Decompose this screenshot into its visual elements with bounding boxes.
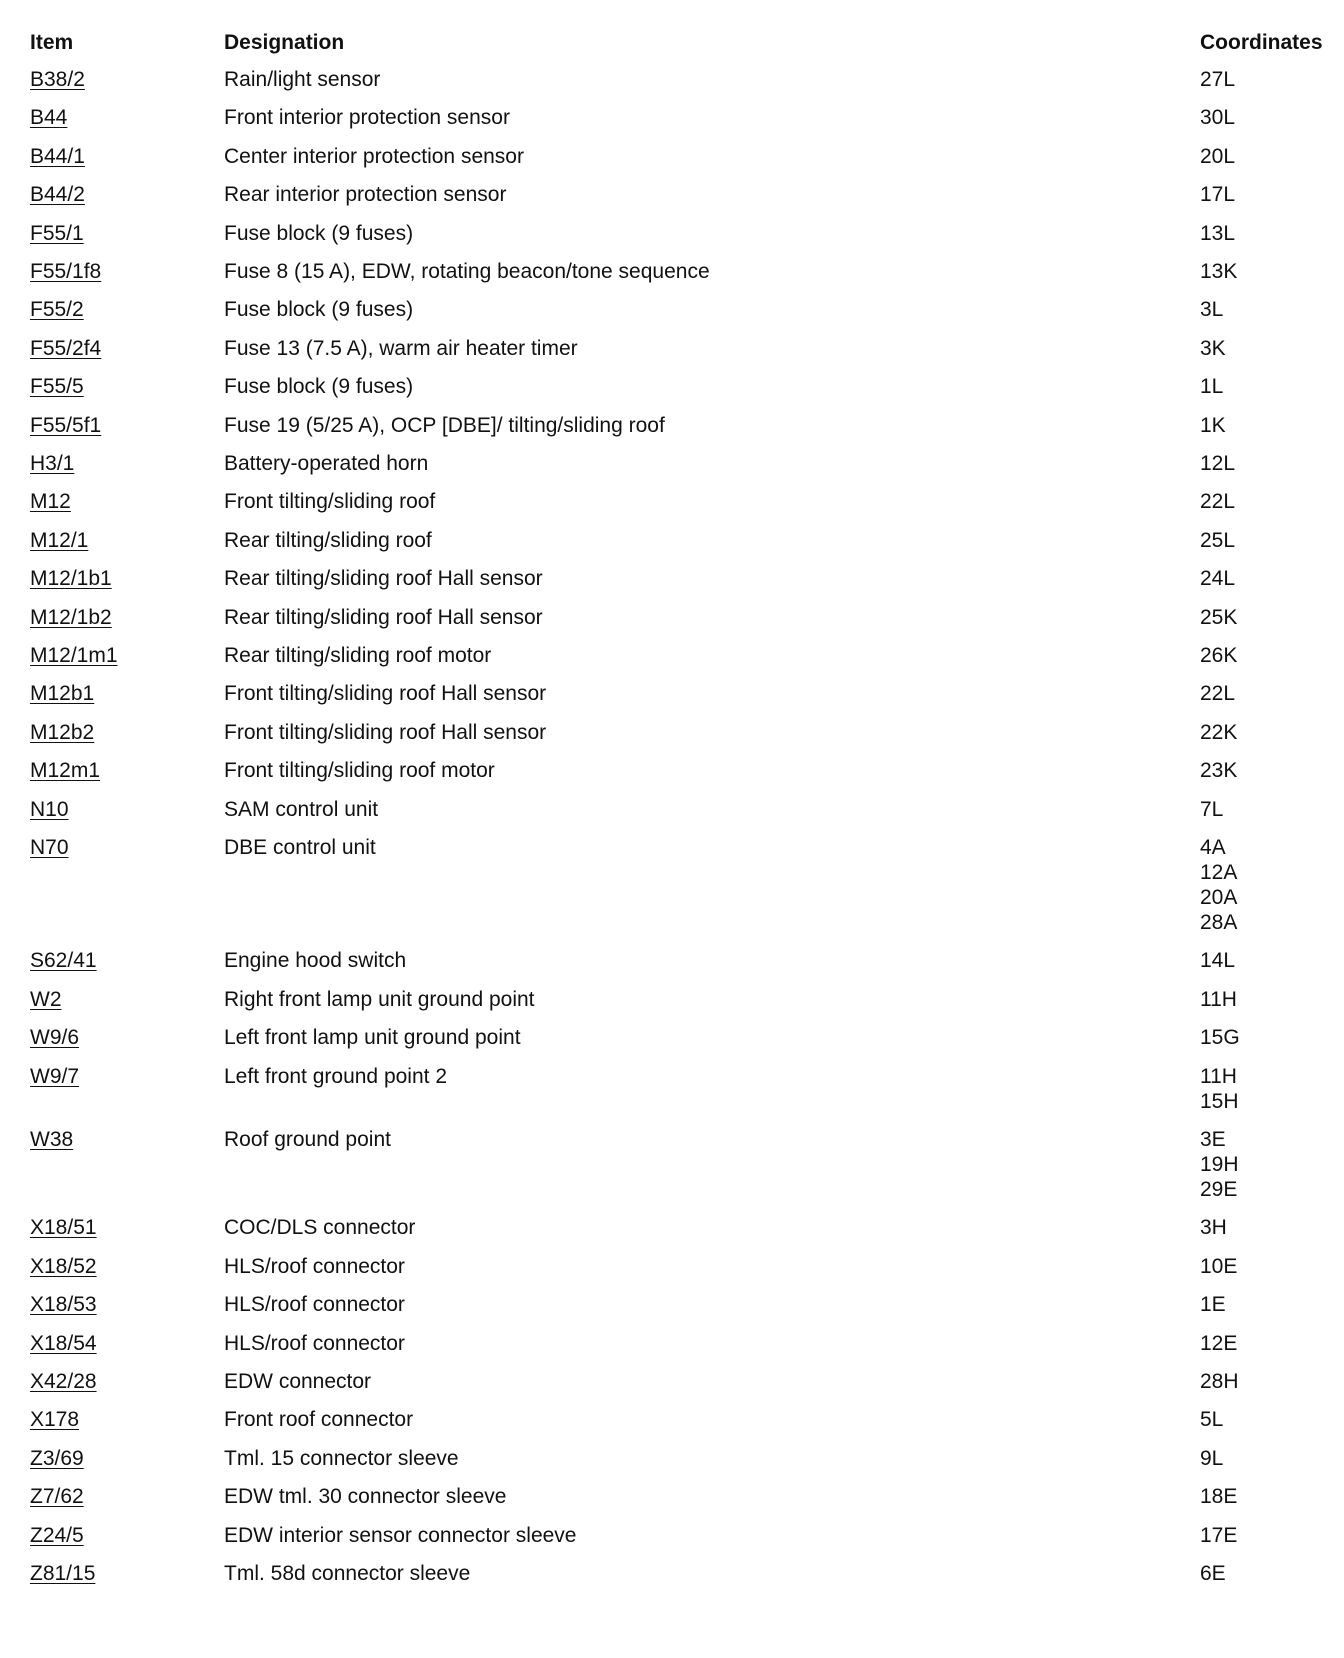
item-designation: COC/DLS connector [224,1216,416,1239]
coordinate-value: 22K [1200,721,1238,744]
item-designation: Rear tilting/sliding roof Hall sensor [224,567,543,590]
coordinate-value: 22L [1200,682,1236,705]
item-code-link[interactable]: B44/1 [30,145,85,168]
item-code-link[interactable]: Z3/69 [30,1447,84,1470]
item-coordinates [1200,67,1300,92]
item-designation: Front tilting/sliding roof Hall sensor [224,721,547,744]
item-code-link[interactable]: M12/1b1 [30,567,112,590]
item-code-link[interactable]: W2 [30,988,62,1011]
item-code-link[interactable]: Z24/5 [30,1524,84,1547]
item-coordinates [1200,1369,1300,1394]
coordinate-value: 11H [1200,988,1237,1011]
item-designation: Engine hood switch [224,949,407,972]
item-designation: Tml. 15 connector sleeve [224,1447,459,1470]
item-coordinates [1200,182,1300,207]
coordinate-value: 15H [1200,1090,1239,1113]
coordinate-value: 10E [1200,1255,1238,1278]
coordinate-value: 3H [1200,1216,1227,1239]
item-designation: Front tilting/sliding roof Hall sensor [224,682,547,705]
coordinate-value: 27L [1200,68,1236,91]
item-designation: Fuse 19 (5/25 A), OCP [DBE]/ tilting/sliding roof [224,414,665,437]
item-designation: HLS/roof connector [224,1332,405,1355]
item-designation: Rear tilting/sliding roof [224,529,432,552]
item-code-link[interactable]: X42/28 [30,1370,97,1393]
item-code-link[interactable]: Z81/15 [30,1562,96,1585]
item-coordinates [1200,105,1300,130]
coordinate-value: 17E [1200,1524,1238,1547]
coordinate-value: 17L [1200,183,1236,206]
coordinate-value: 18E [1200,1485,1238,1508]
coordinate-value: 4A [1200,836,1226,859]
item-designation: Roof ground point [224,1128,391,1151]
coordinate-value: 3L [1200,298,1224,321]
coordinate-value: 9L [1200,1447,1224,1470]
coordinate-value: 5L [1200,1408,1224,1431]
item-coordinates [1200,1064,1300,1114]
coordinate-value: 19H [1200,1153,1239,1176]
item-designation: Rear tilting/sliding roof motor [224,644,492,667]
item-coordinates [1200,1484,1300,1509]
coordinate-value: 28H [1200,1370,1239,1393]
item-code-link[interactable]: M12m1 [30,759,101,782]
item-designation: EDW tml. 30 connector sleeve [224,1485,507,1508]
item-code-link[interactable]: X18/51 [30,1216,97,1239]
coordinate-value: 24L [1200,567,1236,590]
item-code-link[interactable]: W38 [30,1128,74,1151]
coordinate-value: 3E [1200,1128,1226,1151]
item-coordinates [1200,413,1300,438]
column-header-designation: Designation [224,31,345,54]
item-designation: SAM control unit [224,798,379,821]
item-coordinates [1200,1025,1300,1050]
item-coordinates [1200,643,1300,668]
item-coordinates [1200,1331,1300,1356]
item-code-link[interactable]: W9/6 [30,1026,80,1049]
item-coordinates [1200,221,1300,246]
item-coordinates [1200,451,1300,476]
item-designation: Fuse block (9 fuses) [224,222,414,245]
coordinate-value: 14L [1200,949,1236,972]
coordinate-value: 1K [1200,414,1226,437]
item-designation: Rear tilting/sliding roof Hall sensor [224,606,543,629]
coordinate-value: 12E [1200,1332,1238,1355]
item-designation: Center interior protection sensor [224,145,524,168]
item-code-link[interactable]: M12/1 [30,529,89,552]
item-code-link[interactable]: X18/53 [30,1293,97,1316]
item-coordinates [1200,797,1300,822]
coordinate-value: 12A [1200,861,1238,884]
item-designation: EDW interior sensor connector sleeve [224,1524,577,1547]
item-coordinates [1200,1292,1300,1317]
item-code-link[interactable]: M12/1b2 [30,606,112,629]
item-coordinates [1200,720,1300,745]
item-coordinates [1200,605,1300,630]
item-code-link[interactable]: S62/41 [30,949,97,972]
item-code-link[interactable]: W9/7 [30,1065,80,1088]
item-coordinates [1200,144,1300,169]
item-code-link[interactable]: N10 [30,798,69,821]
item-code-link[interactable]: F55/1f8 [30,260,102,283]
coordinate-value: 25L [1200,529,1236,552]
item-coordinates [1200,566,1300,591]
item-coordinates [1200,758,1300,783]
item-coordinates [1200,489,1300,514]
item-code-link[interactable]: M12/1m1 [30,644,118,667]
column-header-coordinates: Coordinates [1200,31,1323,54]
item-designation: Front interior protection sensor [224,106,510,129]
item-coordinates [1200,681,1300,706]
coordinate-value: 13L [1200,222,1236,245]
item-designation: HLS/roof connector [224,1255,405,1278]
item-designation: Left front lamp unit ground point [224,1026,521,1049]
coordinate-value: 7L [1200,798,1224,821]
item-coordinates [1200,297,1300,322]
column-header-item: Item [30,31,74,54]
item-code-link[interactable]: X178 [30,1408,80,1431]
item-code-link[interactable]: B44/2 [30,183,85,206]
item-coordinates [1200,1523,1300,1548]
item-code-link[interactable]: F55/5 [30,375,84,398]
item-designation: Rain/light sensor [224,68,381,91]
coordinate-value: 15G [1200,1026,1240,1049]
item-designation: Right front lamp unit ground point [224,988,535,1011]
item-coordinates [1200,336,1300,361]
coordinate-value: 1E [1200,1293,1226,1316]
item-code-link[interactable]: F55/1 [30,222,84,245]
coordinate-value: 20L [1200,145,1236,168]
item-code-link[interactable]: F55/2f4 [30,337,102,360]
item-code-link[interactable]: B38/2 [30,68,85,91]
coordinate-value: 30L [1200,106,1236,129]
item-designation: Front roof connector [224,1408,414,1431]
item-code-link[interactable]: N70 [30,836,69,859]
coordinate-value: 22L [1200,490,1236,513]
item-designation: DBE control unit [224,836,376,859]
coordinate-value: 28A [1200,911,1238,934]
coordinate-value: 29E [1200,1178,1238,1201]
item-coordinates [1200,1561,1300,1586]
item-coordinates [1200,1215,1300,1240]
coordinate-value: 20A [1200,886,1238,909]
item-code-link[interactable]: F55/5f1 [30,414,102,437]
item-designation: Front tilting/sliding roof motor [224,759,495,782]
item-designation: Fuse 13 (7.5 A), warm air heater timer [224,337,578,360]
item-code-link[interactable]: F55/2 [30,298,84,321]
item-coordinates [1200,1407,1300,1432]
item-code-link[interactable]: B44 [30,106,68,129]
item-coordinates [1200,1254,1300,1279]
item-designation: EDW connector [224,1370,372,1393]
item-designation: Tml. 58d connector sleeve [224,1562,471,1585]
item-designation: Front tilting/sliding roof [224,490,436,513]
item-coordinates [1200,259,1300,284]
coordinate-value: 13K [1200,260,1238,283]
item-designation: Left front ground point 2 [224,1065,447,1088]
item-designation: Rear interior protection sensor [224,183,507,206]
coordinate-value: 1L [1200,375,1224,398]
item-code-link[interactable]: M12b1 [30,682,95,705]
coordinate-value: 11H [1200,1065,1237,1088]
item-code-link[interactable]: M12 [30,490,71,513]
item-code-link[interactable]: H3/1 [30,452,75,475]
coordinate-value: 6E [1200,1562,1226,1585]
item-coordinates [1200,1446,1300,1471]
coordinate-value: 26K [1200,644,1238,667]
item-coordinates [1200,948,1300,973]
item-code-link[interactable]: X18/52 [30,1255,97,1278]
coordinate-value: 23K [1200,759,1238,782]
item-designation: HLS/roof connector [224,1293,405,1316]
item-code-link[interactable]: X18/54 [30,1332,97,1355]
item-code-link[interactable]: M12b2 [30,721,95,744]
item-designation: Fuse block (9 fuses) [224,375,414,398]
coordinate-value: 3K [1200,337,1226,360]
item-designation: Fuse block (9 fuses) [224,298,414,321]
coordinate-value: 25K [1200,606,1238,629]
item-designation: Fuse 8 (15 A), EDW, rotating beacon/tone sequence [224,260,710,283]
item-coordinates [1200,374,1300,399]
item-coordinates [1200,987,1300,1012]
coordinate-value: 12L [1200,452,1236,475]
item-designation: Battery-operated horn [224,452,429,475]
item-code-link[interactable]: Z7/62 [30,1485,84,1508]
item-coordinates [1200,528,1300,553]
item-coordinates [1200,1127,1300,1202]
item-coordinates [1200,835,1300,935]
